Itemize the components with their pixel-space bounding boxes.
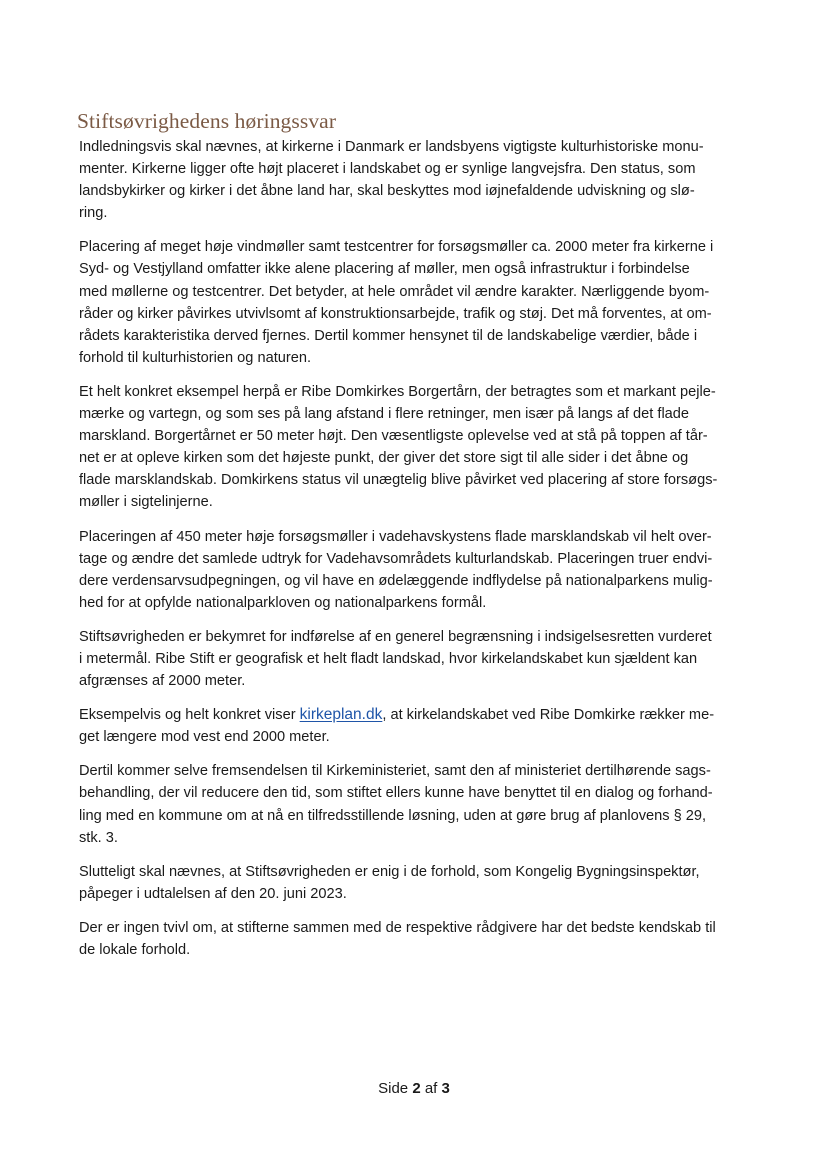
paragraph-agreement: Slutteligt skal nævnes, at Stiftsøvrigheden er enig i de forhold, som Kongelig Bygningsinspektør, påpeger i udtalelsen af den 20. juni 2023. bbox=[79, 863, 700, 902]
total-page-number: 3 bbox=[441, 1080, 450, 1097]
page-title: Stiftsøvrighedens høringssvar bbox=[77, 109, 337, 133]
kirkeplan-text-after: , at kirkelandskabet ved Ribe Domkirke rækker me- get længere mod vest end 2000 meter. bbox=[79, 707, 715, 746]
paragraph-ministry: Dertil kommer selve fremsendelsen til Kirkeministeriet, samt den af ministeriet dertilhørende sags- behandling, der vil reducere den tid, som stiftet ellers kunne have benyttet til en dialog og forhand- ling med en kommune om at nå en tilfredsstillende løsning, uden at gøre brug af planlovens § 29, stk. 3. bbox=[79, 763, 713, 846]
paragraph-wadden-sea: Placeringen af 450 meter høje forsøgsmøller i vadehavskystens flade marsklandskab vil helt over- tage og ændre det samlede udtryk for Vadehavsområdets kulturlandskab. Placeringen truer endvi- dere verdensarvsudpegningen, og vil have en ødelæggende indflydelse på nationalparkens mulig- hed for at opfylde nationalparkloven og nationalparkens formål. bbox=[79, 528, 713, 611]
document-body bbox=[79, 136, 751, 973]
paragraph-conclusion: Der er ingen tvivl om, at stifterne sammen med de respektive rådgivere har det bedste kendskab til de lokale forhold. bbox=[79, 919, 716, 958]
kirkeplan-text-before: Eksempelvis og helt konkret viser bbox=[79, 707, 300, 724]
page-number-footer bbox=[0, 1079, 828, 1099]
paragraph-concern: Stiftsøvrigheden er bekymret for indførelse af en generel begrænsning i indsigelsesretten vurderet i metermål. Ribe Stift er geografisk et helt fladt landskad, hvor kirkelandskabet kun sjældent kan afgrænses af 2000 meter. bbox=[79, 628, 712, 690]
current-page-number: 2 bbox=[412, 1080, 421, 1097]
paragraph-kirkeplan bbox=[79, 704, 751, 748]
paragraph-intro: Indledningsvis skal nævnes, at kirkerne i Danmark er landsbyens vigtigste kulturhistoriske monu- menter. Kirkerne ligger ofte højt placeret i landskabet og er synlige langvejsfra. Den status, som landsbykirker og kirker i det åbne land har, skal beskyttes mod iøjnefaldende udviskning og slø- ring. bbox=[79, 139, 704, 222]
footer-prefix: Side bbox=[378, 1080, 413, 1097]
paragraph-ribe-example: Et helt konkret eksempel herpå er Ribe Domkirkes Borgertårn, der betragtes som et markant pejle- mærke og vartegn, og som ses på lang afstand i flere retninger, men især på langs af det flade marskland. Borgertårnet er 50 meter højt. Den væsentligste oplevelse ved at stå på toppen af tår- net er at opleve kirken som det højeste punkt, der giver det store sigt til alle sider i det åbne og flade marsklandskab. Domkirkens status vil unægtelig blive påvirket ved placering af store forsøgs- møller i sigtelinjerne. bbox=[79, 383, 718, 511]
footer-separator: af bbox=[420, 1080, 442, 1097]
kirkeplan-link[interactable]: kirkeplan.dk bbox=[299, 706, 383, 724]
paragraph-placement: Placering af meget høje vindmøller samt testcentrer for forsøgsmøller ca. 2000 meter fra kirkerne i Syd- og Vestjylland omfatter ikke alene placering af møller, men også infrastruktur i forbindelse med møllerne og testcentrer. Det betyder, at hele området vil ændre karakter. Nærliggende byom- råder og kirker påvirkes utvivlsomt af konstruktionsarbejde, trafik og støj. Det må forventes, at om- rådets karakteristika derved fjernes. Dertil kommer hensynet til de landskabelige værdier, både i forhold til kulturhistorien og naturen. bbox=[79, 239, 714, 366]
